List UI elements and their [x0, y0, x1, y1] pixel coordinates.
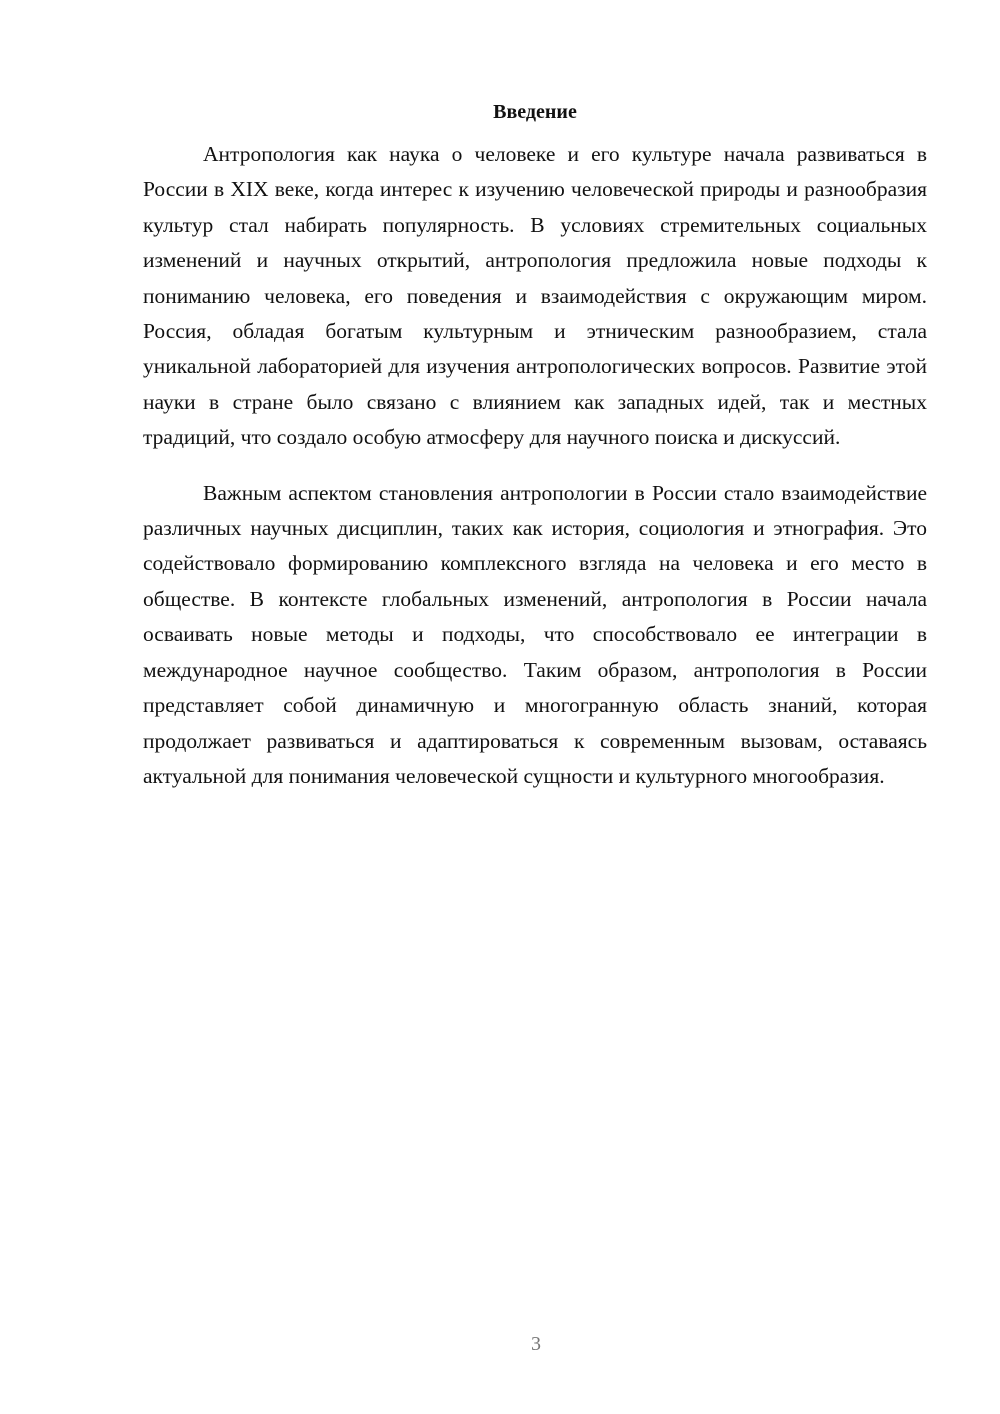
page-content — [143, 95, 927, 794]
paragraph-2: Важным аспектом становления антропологии в России стало взаимодействие различных научных дисциплин, таких как история, социология и этнография. Это содействовало формированию комплексного взгляда на человека и его место в обществе. В контексте глобальных изменений, антропология в России начала осваивать новые методы и подходы, что способствовало ее интеграции в международное научное сообщество. Таким образом, антропология в России представляет собой динамичную и многогранную область знаний, которая продолжает развиваться и адаптироваться к современным вызовам, оставаясь актуальной для понимания человеческой сущности и культурного многообразия. — [143, 480, 927, 788]
page-number: 3 — [531, 1333, 541, 1355]
paragraph-1: Антропология как наука о человеке и его культуре начала развиваться в России в XIX веке, когда интерес к изучению человеческой природы и разнообразия культур стал набирать популярность. В условиях стремительных социальных изменений и научных открытий, антропология предложила новые подходы к пониманию человека, его поведения и взаимодействия с окружающим миром. Россия, обладая богатым культурным и этническим разнообразием, стала уникальной лабораторией для изучения антропологических вопросов. Развитие этой науки в стране было связано с влиянием как западных идей, так и местных традиций, что создало особую атмосферу для научного поиска и дискуссий. — [143, 142, 927, 450]
section-heading: Введение — [493, 101, 577, 123]
